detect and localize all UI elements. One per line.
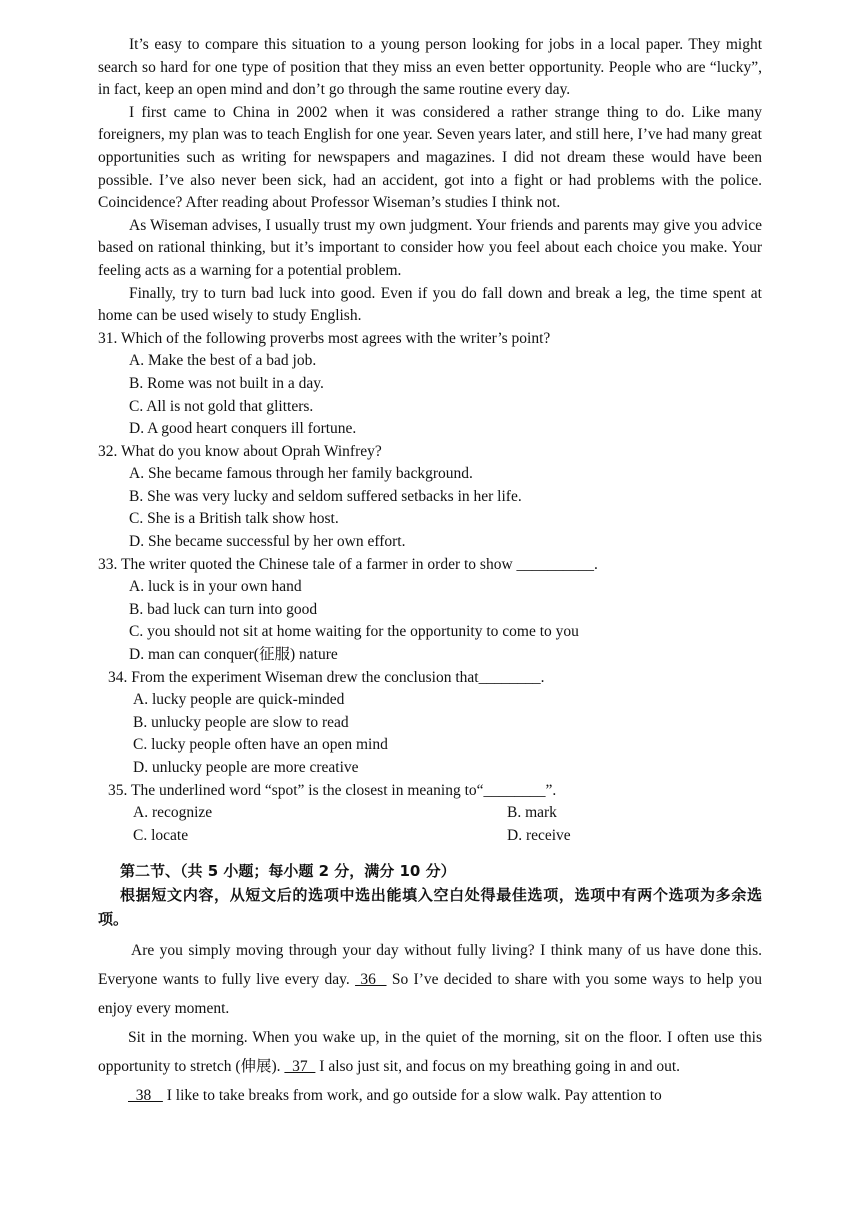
blank-37: 37 (284, 1058, 316, 1076)
option-b: B. She was very lucky and seldom suffered setbacks in her life. (129, 487, 522, 505)
question-stem: 33. The writer quoted the Chinese tale of a farmer in order to show __________. (98, 555, 598, 573)
question-35 (98, 780, 762, 848)
option-d: D. A good heart conquers ill fortune. (129, 420, 357, 438)
option-d: D. unlucky people are more creative (133, 759, 359, 776)
blank-36: 36 (355, 971, 387, 989)
option-c: C. She is a British talk show host. (129, 510, 339, 528)
option-b: B. mark (507, 804, 557, 822)
blank-38: 38 (128, 1087, 163, 1105)
cloze-text: I like to take breaks from work, and go outside for a slow walk. Pay attention to (162, 1087, 662, 1105)
option-c: C. lucky people often have an open mind (133, 736, 388, 754)
option-a: A. luck is in your own hand (129, 578, 302, 596)
options-row (98, 825, 762, 848)
cloze-paragraph (98, 1081, 762, 1110)
question-stem: 32. What do you know about Oprah Winfrey? (98, 442, 382, 460)
option-d: D. receive (507, 826, 571, 844)
question-stem: 31. Which of the following proverbs most agrees with the writer’s point? (98, 329, 551, 347)
section-title: 第二节、（共 5 小题；每小题 2 分，满分 10 分） (120, 862, 456, 881)
question-32 (98, 441, 762, 554)
option-d: D. man can conquer(征服) nature (129, 646, 338, 664)
exam-page (98, 34, 762, 1110)
passage-paragraph: Finally, try to turn bad luck into good. Even if you do fall down and break a leg, the time spent at home can be used wisely to study English. (98, 284, 762, 325)
passage-paragraph: As Wiseman advises, I usually trust my own judgment. Your friends and parents may give you advice based on rational thinking, but it’s important to consider how you feel about each choice you make. Your feeling acts as a warning for a potential problem. (98, 216, 762, 279)
option-c: C. you should not sit at home waiting for the opportunity to come to you (129, 623, 579, 641)
option-a: A. She became famous through her family background. (129, 465, 473, 483)
question-stem: 35. The underlined word “spot” is the closest in meaning to“________”. (108, 781, 557, 799)
option-b: B. Rome was not built in a day. (129, 374, 324, 392)
question-34 (98, 667, 762, 780)
cloze-text: So I’ve decided to share with you some ways to help you enjoy every moment. (98, 971, 763, 1018)
cloze-text: I also just sit, and focus on my breathing going in and out. (315, 1058, 681, 1076)
question-31 (98, 328, 762, 441)
cloze-text: Are you simply moving through your day without fully living? I think many of us have done this. Everyone wants to fully live every day. (98, 942, 762, 989)
option-d: D. She became successful by her own effort. (129, 533, 406, 551)
option-c: C. All is not gold that glitters. (129, 397, 314, 415)
option-a: A. Make the best of a bad job. (129, 352, 317, 370)
reading-passage (98, 34, 762, 328)
option-b: B. bad luck can turn into good (129, 600, 318, 618)
cloze-paragraph (98, 936, 762, 1023)
passage-paragraph: It’s easy to compare this situation to a young person looking for jobs in a local paper. They might search so hard for one type of position that they miss an even better opportunity. People who are “lucky”, in fact, keep an open mind and don’t go through the same routine every day. (98, 36, 762, 99)
question-33 (98, 554, 762, 667)
section-instruction: 根据短文内容，从短文后的选项中选出能填入空白处得最佳选项，选项中有两个选项为多余选项。 (98, 886, 762, 929)
cloze-paragraph (98, 1023, 762, 1081)
options-row (98, 802, 762, 825)
option-a: A. recognize (133, 804, 213, 822)
option-b: B. unlucky people are slow to read (133, 713, 349, 731)
section-2 (98, 859, 762, 1110)
cloze-text: Sit in the morning. When you wake up, in the quiet of the morning, sit on the floor. I often use this opportunity to stretch (伸展). (98, 1029, 762, 1076)
question-stem: 34. From the experiment Wiseman drew the conclusion that________. (108, 668, 545, 686)
option-c: C. locate (133, 826, 189, 844)
passage-paragraph: I first came to China in 2002 when it was considered a rather strange thing to do. Like many foreigners, my plan was to teach English for one year. Seven years later, and still here, I’ve had many great opportunities such as writing for newspapers and magazines. I did not dream these would have been possible. I’ve also never been sick, had an accident, got into a fight or had problems with the police. Coincidence? After reading about Professor Wiseman’s studies I think not. (98, 103, 762, 212)
option-a: A. lucky people are quick-minded (133, 691, 345, 709)
